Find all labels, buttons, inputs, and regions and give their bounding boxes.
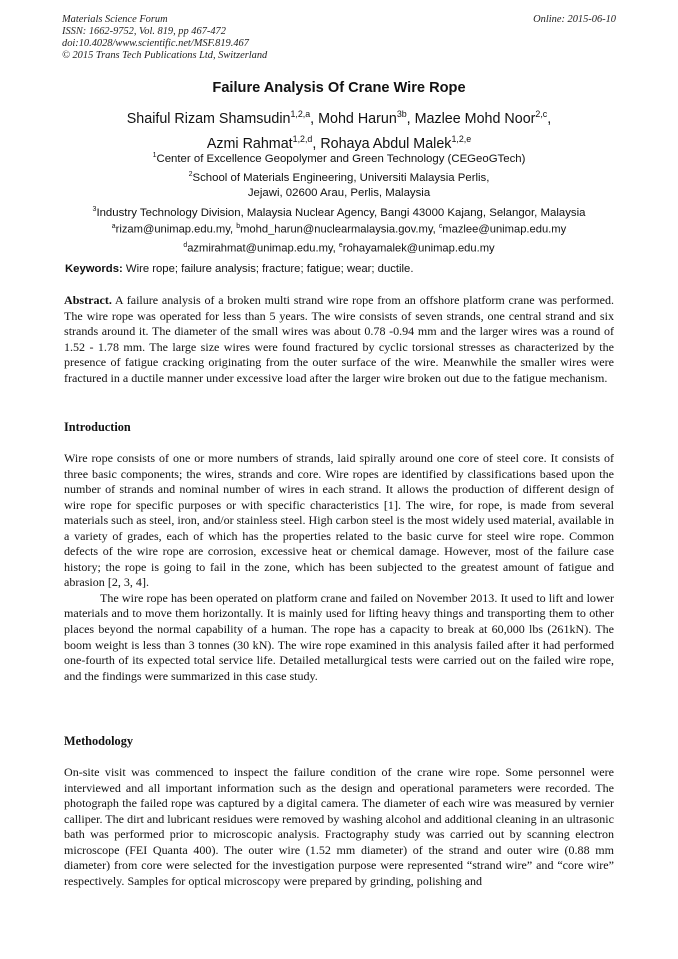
- email-link[interactable]: azmirahmat@unimap.edu.my: [187, 243, 333, 256]
- email-sup: b: [236, 223, 241, 230]
- introduction-heading: Introduction: [64, 420, 131, 434]
- email-sup: c: [438, 223, 443, 230]
- journal-name: Materials Science Forum: [62, 14, 168, 25]
- affiliation-text: School of Materials Engineering, Universiti Malaysia Perlis,: [192, 172, 490, 184]
- affiliations: [40, 148, 638, 221]
- abstract-text: A failure analysis of a broken multi strand wire rope from an offshore platform crane was performed. The wire rope was operated for less than 5 years. The wire consists of seven strands, one central strand and six strands around it. The diameter of the small wires was about 0.78 -0.94 mm and the larger wires was a round of 1.52 - 1.78 mm. The large size wires were found fractured by cyclic torsional stresses as characterized by the presence of fatigue cracking originating from the outer surface of the wire. Meanwhile the smaller wires were fractured in a ductile manner under excessive load after the larger wire broken out due to the fatigue mechanism.: [64, 293, 614, 385]
- issn-line: ISSN: 1662-9752, Vol. 819, pp 467-472: [62, 26, 226, 37]
- keywords-text: Wire rope; failure analysis; fracture; fatigue; wear; ductile.: [122, 263, 414, 275]
- author-name: Mazlee Mohd Noor: [414, 110, 536, 127]
- author-sup: 1,2,a: [290, 109, 311, 119]
- author-name: Mohd Harun: [318, 110, 397, 127]
- author-sup: 1,2,e: [451, 133, 472, 144]
- affiliation-line: [40, 186, 638, 201]
- online-date: Online: 2015-06-10: [533, 14, 616, 25]
- email-link[interactable]: rizam@unimap.edu.my: [115, 223, 230, 236]
- email-link[interactable]: rohayamalek@unimap.edu.my: [342, 243, 495, 256]
- email-sup: d: [183, 242, 188, 250]
- author-list: Shaiful Rizam Shamsudin$^{1,2,a}$, Mohd Harun$^{3b}$, Mazlee Mohd Noor$^{2,c}$, Azmi Rahmat$^{1,2,d}$, Rohaya Abdul Malek$^{1,2,e}$: [126, 109, 552, 152]
- affiliation-line: [40, 148, 638, 167]
- paragraph: The wire rope has been operated on platform crane and failed on November 2013. It used to lift and lower materials and to move them horizontally. It is mainly used for lifting heavy things and transporting them to other places beyond the normal capability of a human. The rope has a capacity to break at 60,000 lbs (261kN). The boom weight is less than 3 tonnes (30 kN). The wire rope examined in this analysis failed after it had performed one-fourth of its expected total service life. Detailed metallurgical tests were carried out on the failed wire rope, and the findings were summarized in this case study.: [64, 590, 614, 683]
- email-list: $^a$rizam@unimap.edu.my, $^b$mohd_harun@nuclearmalaysia.gov.my, $^c$mazlee@unimap.edu.my $^d$azmirahmat@unimap.edu.my, $^e$rohayamalek@unimap.edu.my: [111, 223, 567, 256]
- affiliation-text: Center of Excellence Geopolymer and Green Technology (CEGeoGTech): [156, 152, 526, 165]
- affiliation-text: Industry Technology Division, Malaysia Nuclear Agency, Bangi 43000 Kajang, Selangor, Malaysia: [96, 206, 586, 219]
- email-link[interactable]: mohd_harun@nuclearmalaysia.gov.my: [240, 223, 433, 236]
- methodology-heading: Methodology: [64, 734, 133, 748]
- email-sup: e: [338, 242, 343, 250]
- abstract: [64, 293, 614, 386]
- keywords-label: Keywords:: [65, 263, 123, 275]
- email-sup: a: [111, 223, 116, 230]
- abstract-label: Abstract.: [64, 293, 112, 307]
- author-name: Rohaya Abdul Malek: [320, 135, 452, 152]
- affiliation-line: [40, 167, 638, 186]
- email-link[interactable]: mazlee@unimap.edu.my: [442, 223, 567, 236]
- paper-title: Failure Analysis Of Crane Wire Rope: [212, 80, 466, 96]
- affiliation-text: Jejawi, 02600 Arau, Perlis, Malaysia: [247, 187, 431, 200]
- paragraph: Wire rope consists of one or more numbers of strands, laid spirally around one core of steel core. It consists of three basic components; the wires, strands and core. Wire ropes are identified by classifications based upon the number of strands and nominal number of wires in each strand. It allows the production of different design of wire rope for specific purposes or with specific characteristics [1]. The wire, for rope, is made from several materials such as steel, iron, and/or stainless steel. High carbon steel is the most widely used material, available in a variety of grades, each of which has the properties related to the basic curve for steel wire rope. Common defects of the wire rope are corrosion, excessive heat or chemical damage. However, most of the failure case history; the rope is going to fail in the zone, which has been subjected to the greatest amount of fatigue and abrasion [2, 3, 4].: [64, 451, 614, 590]
- affiliation-sup: 1: [152, 152, 157, 159]
- author-sup: 3b: [396, 109, 407, 119]
- author-name: Azmi Rahmat: [206, 135, 293, 152]
- keywords: [65, 263, 617, 275]
- running-header: [62, 14, 267, 62]
- doi-line: doi:10.4028/www.scientific.net/MSF.819.467: [62, 38, 249, 49]
- introduction-body: [64, 451, 614, 684]
- affiliation-sup: 3: [92, 205, 97, 213]
- author-name: Shaiful Rizam Shamsudin: [126, 110, 291, 127]
- copyright-line: © 2015 Trans Tech Publications Ltd, Switzerland: [62, 50, 268, 61]
- affiliation-sup: 2: [188, 171, 193, 179]
- author-sup: 2,c: [535, 109, 548, 119]
- methodology-body: [64, 765, 614, 889]
- paragraph: On-site visit was commenced to inspect the failure condition of the crane wire rope. Some personnel were interviewed and all important information such as the design and operational parameters were recorded. The photograph the failed rope was captured by a digital camera. The diameter of each wire was measured by vernier calliper. The dirt and lubricant residues were removed by washing alcohol and additional cleaning in an ultrasonic bath was performed prior to microscopic analysis. Fractography study was carried out by scanning electron microscope (FEI Quanta 400). The outer wire (1.52 mm diameter) of the strand and outer wire (0.88 mm diameter) from core were selected for the investigation purpose were represented “strand wire” and “core wire” respectively. Samples for optical microscopy were prepared by grinding, polishing and: [64, 765, 614, 888]
- author-sup: 1,2,d: [292, 133, 313, 144]
